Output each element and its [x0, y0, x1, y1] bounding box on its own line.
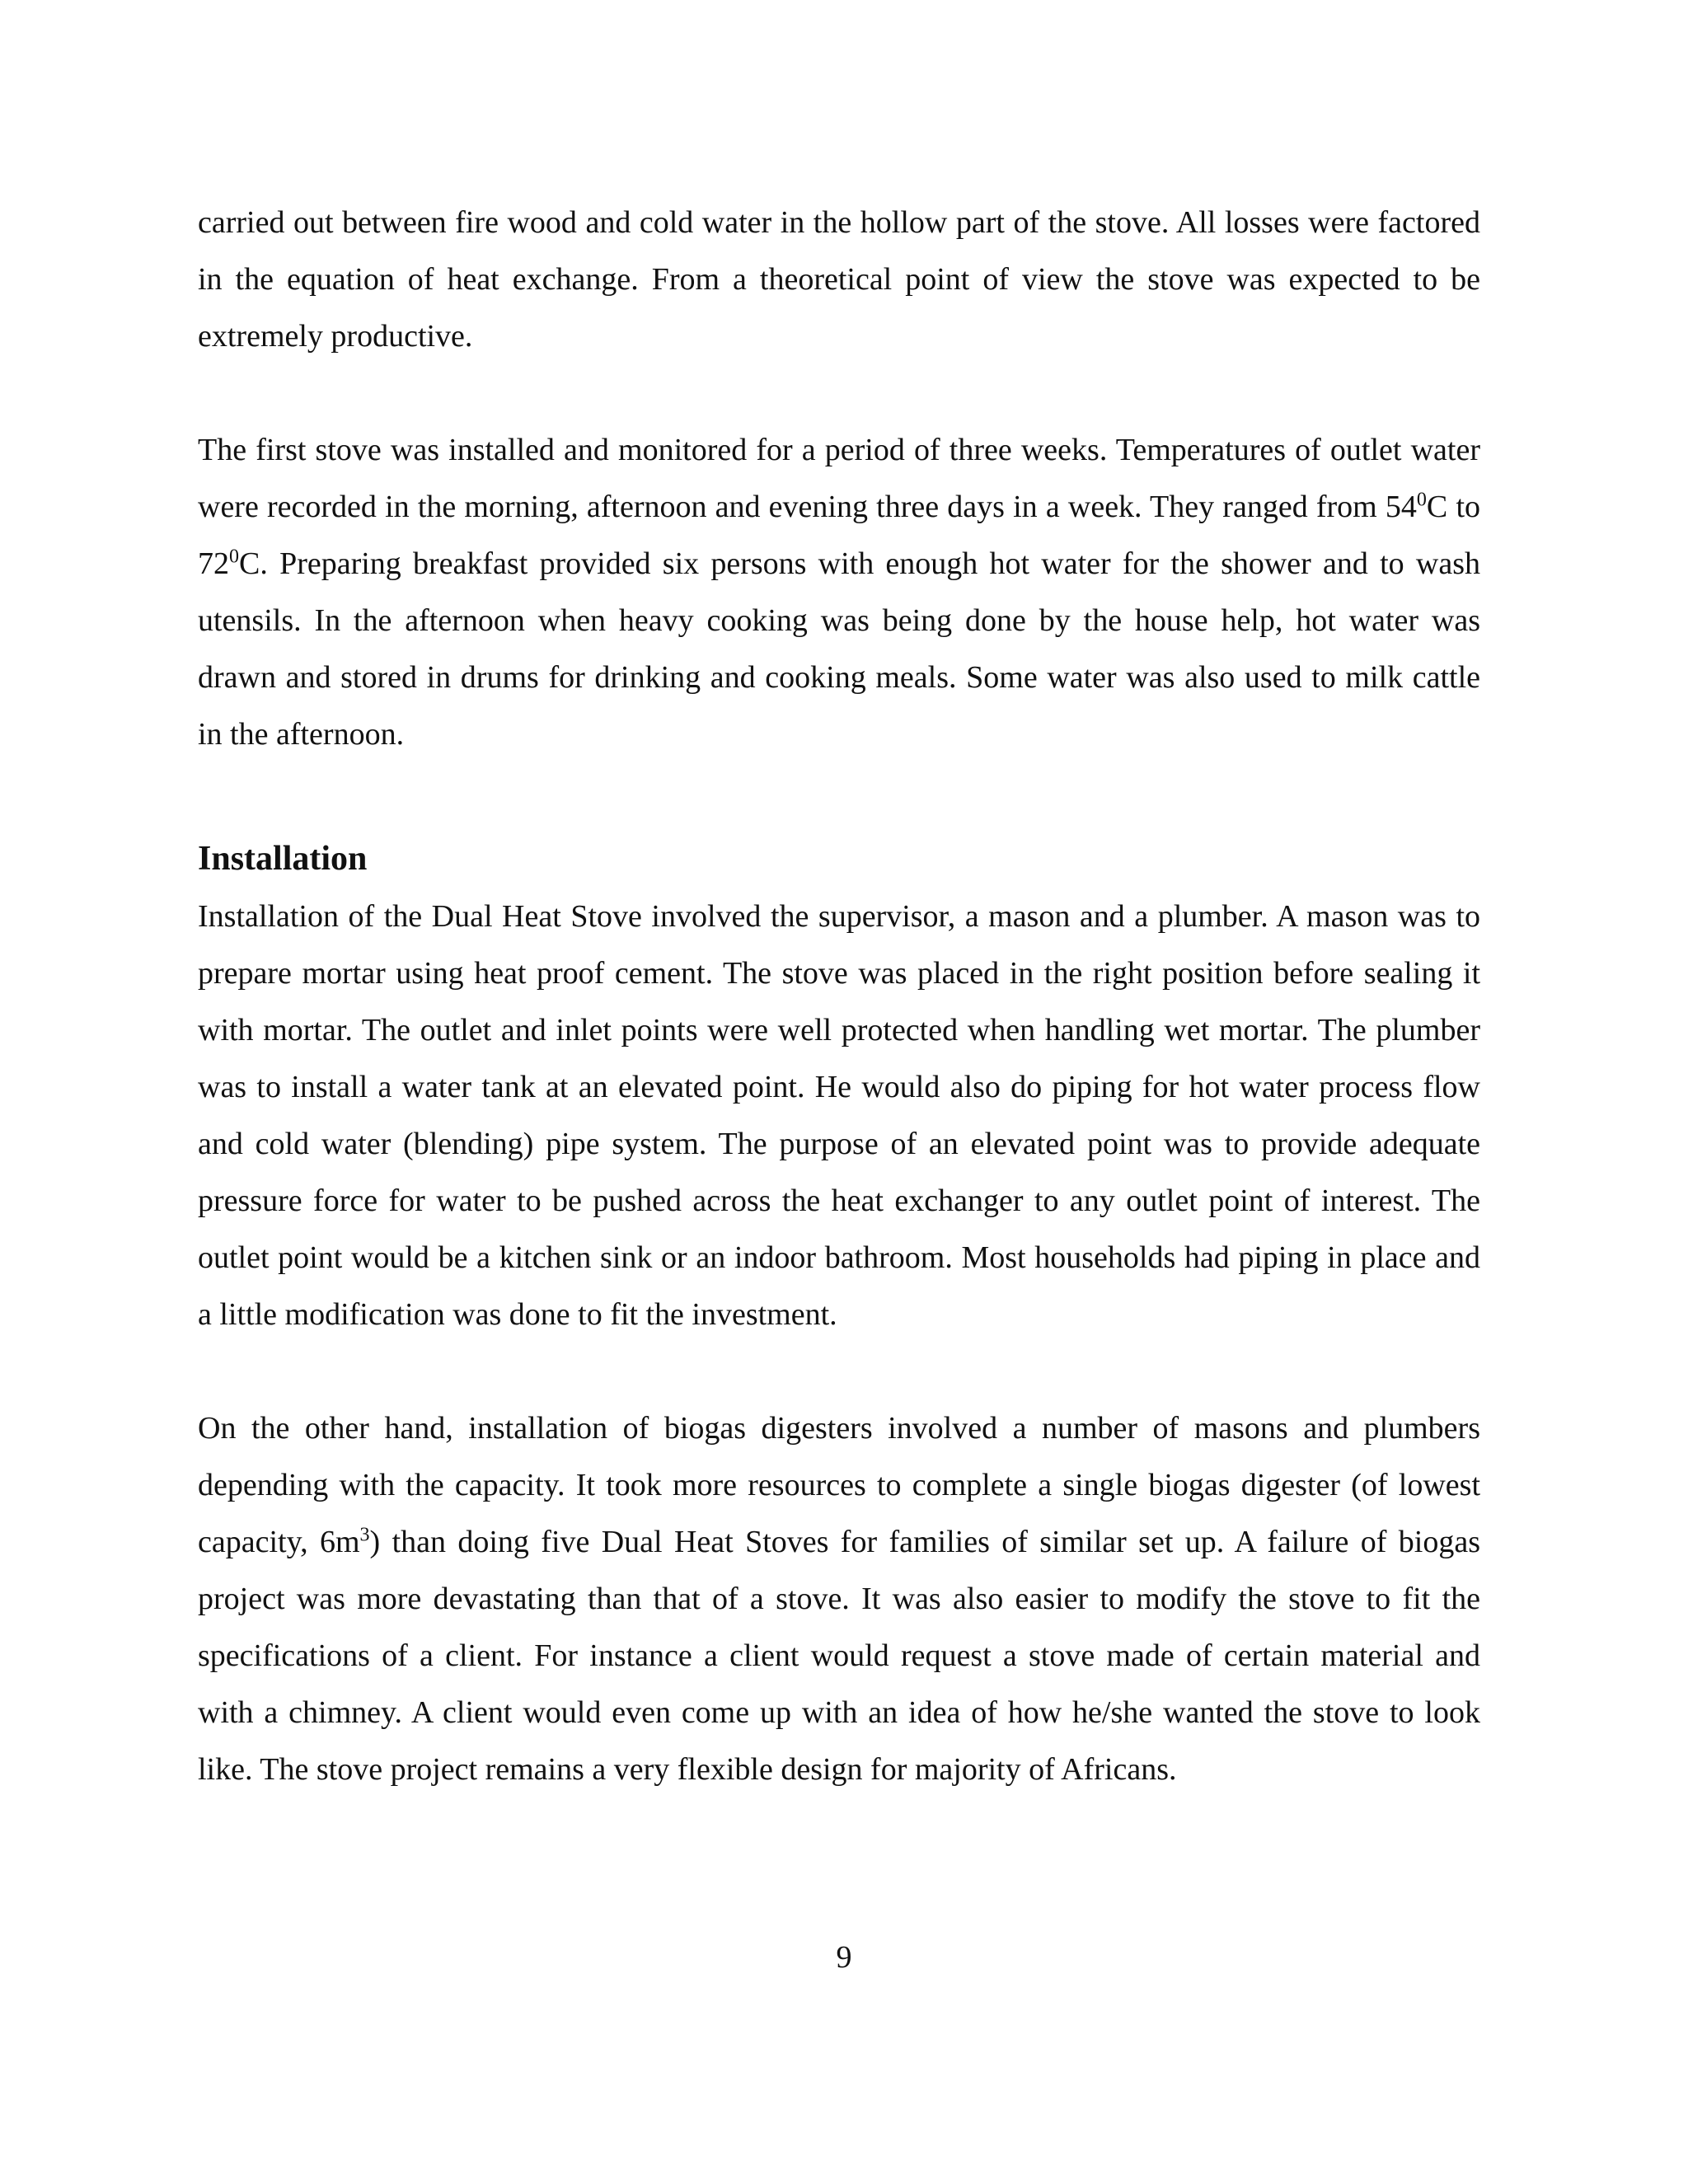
paragraph-gap	[198, 763, 1480, 834]
paragraph-gap	[198, 365, 1480, 422]
paragraph-first-stove-text-c: C. Preparing breakfast provided six persons with enough hot water for the shower and to wash utensils. In the afternoon when heavy cooking was being done by the house help, hot water was drawn and stored in drums for drinking and cooking meals. Some water was also used to milk cattle in the afternoon.	[198, 546, 1480, 752]
superscript-degree: 0	[229, 546, 239, 568]
page-number: 9	[836, 1940, 852, 1975]
paragraph-biogas-text-a: On the other hand, installation of biogas digesters involved a number of masons and plumbers depending with the capacity. It took more resources to complete a single biogas digester (of lowest capacity, 6m	[198, 1411, 1480, 1559]
superscript-cubed: 3	[359, 1524, 370, 1546]
paragraph-first-stove-text-b: C to 72	[198, 490, 1481, 581]
superscript-degree: 0	[1416, 489, 1427, 511]
paragraph-biogas	[198, 1400, 1480, 1798]
paragraph-biogas-text-b: ) than doing five Dual Heat Stoves for families of similar set up. A failure of biogas project was more devastating than that of a stove. It was also easier to modify the stove to fit the specifications of a client. For instance a client would request a stove made of certain material and with a chimney. A client would even come up with an idea of how he/she wanted the stove to look like. The stove project remains a very flexible design for majority of Africans.	[198, 1525, 1480, 1787]
paragraph-heat-exchange: carried out between fire wood and cold water in the hollow part of the stove. All losses were factored in the equation of heat exchange. From a theoretical point of view the stove was expected to be extremely productive.	[198, 205, 1480, 354]
paragraph-first-stove	[198, 422, 1480, 763]
section-heading-installation: Installation	[198, 840, 368, 878]
paragraph-first-stove-text-a: The first stove was installed and monitored for a period of three weeks. Temperatures of outlet water were recorded in the morning, afternoon and evening three days in a week. They ranged from 54	[198, 433, 1480, 524]
document-page	[198, 194, 1480, 1798]
paragraph-gap	[198, 1343, 1480, 1400]
paragraph-installation: Installation of the Dual Heat Stove involved the supervisor, a mason and a plumber. A mason was to prepare mortar using heat proof cement. The stove was placed in the right position before sealing it with mortar. The outlet and inlet points were well protected when handling wet mortar. The plumber was to install a water tank at an elevated point. He would also do piping for hot water process flow and cold water (blending) pipe system. The purpose of an elevated point was to provide adequate pressure force for water to be pushed across the heat exchanger to any outlet point of interest. The outlet point would be a kitchen sink or an indoor bathroom. Most households had piping in place and a little modification was done to fit the investment.	[198, 899, 1480, 1332]
